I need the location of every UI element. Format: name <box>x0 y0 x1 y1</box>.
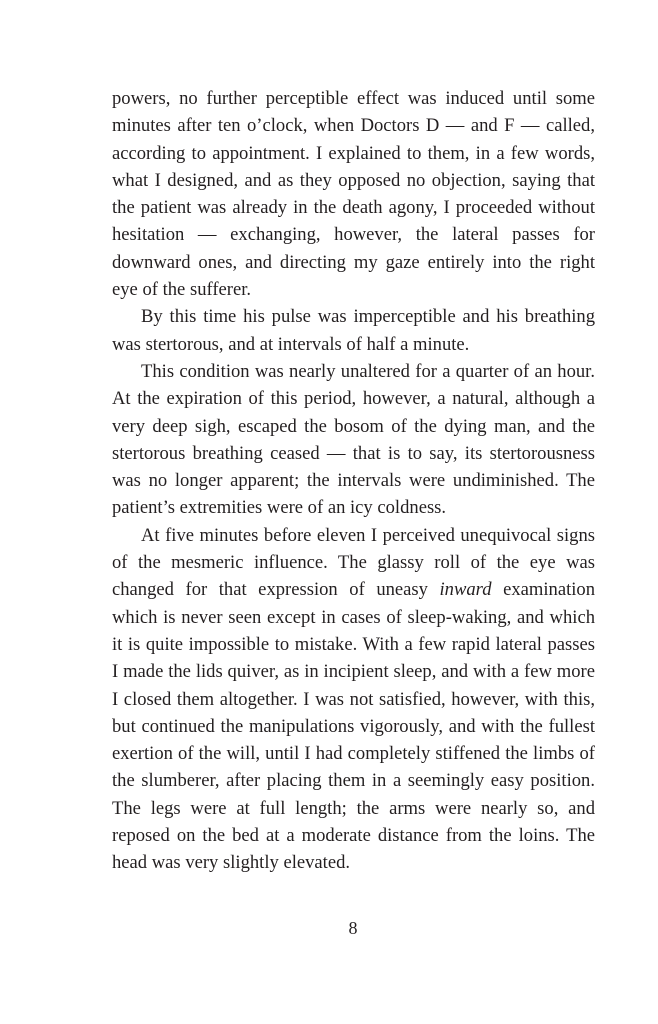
paragraph-mesmeric-influence <box>112 522 595 877</box>
paragraph-continuation: powers, no further perceptible effect was induced until some minutes after ten o’clock, when Doctors D — and F — called, according to appointment. I explained to them, in a few words, what I designed, and as they opposed no objection, saying that the patient was already in the death agony, I proceeded without hesitation — exchanging, however, the lateral passes for downward ones, and directing my gaze entirely into the right eye of the sufferer. <box>112 88 595 301</box>
page-text-block <box>112 85 595 877</box>
paragraph-pulse: By this time his pulse was imperceptible and his breathing was stertorous, and at intervals of half a minute. <box>112 306 595 355</box>
page-number: 8 <box>348 918 358 938</box>
paragraph-condition: This condition was nearly unaltered for a quarter of an hour. At the expiration of this period, however, a natural, although a very deep sigh, escaped the bosom of the dying man, and the stertorous breathing ceased — that is to say, its stertorousness was no longer apparent; the intervals were undiminished. The patient’s extremities were of an icy coldness. <box>112 360 595 519</box>
italic-word: inward <box>439 579 492 601</box>
paragraph-text-before-italic: At five minutes before eleven I perceived unequivocal signs of the mesmeric influence. The glassy roll of the eye was changed for that expression of uneasy <box>112 524 595 601</box>
paragraph-text-after-italic: examination which is never seen except in cases of sleep-waking, and which it is quite impossible to mistake. With a few rapid lateral passes I made the lids quiver, as in incipient sleep, and with a few more I closed them altogether. I was not satisfied, however, with this, but continued the manipulations vigorously, and with the fullest exertion of the will, until I had completely stiffened the limbs of the slumberer, after placing them in a seemingly easy position. The legs were at full length; the arms were nearly so, and reposed on the bed at a moderate distance from the loins. The head was very slightly elevated. <box>112 579 595 874</box>
